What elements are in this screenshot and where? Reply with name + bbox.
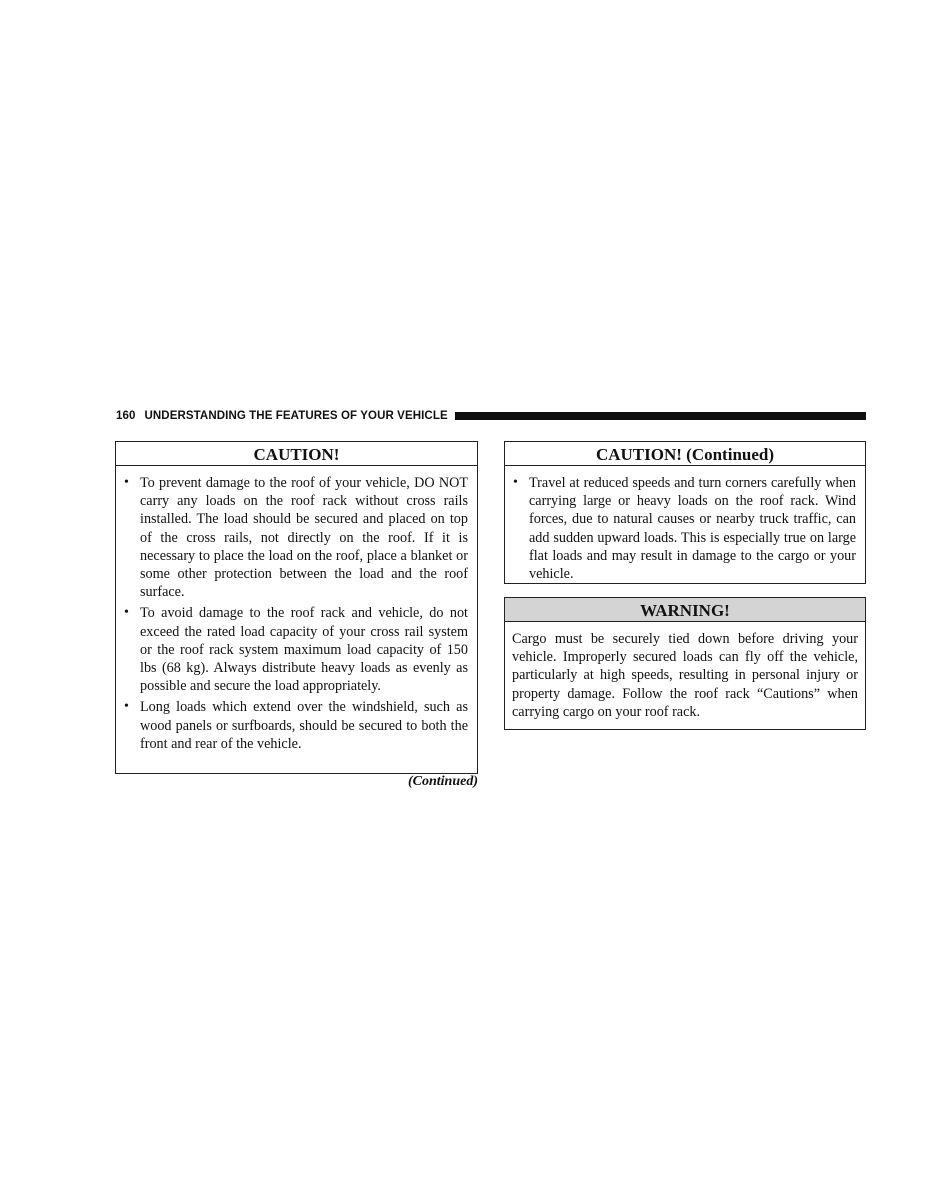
list-item-text: To avoid damage to the roof rack and vehicle, do not exceed the rated load capacity of your cross rail system or the roof rack system maximum load capacity of 150 lbs (68 kg). Always distribute heavy loads as evenly as possible and secure the load appropriately. (140, 605, 468, 695)
caution-title: CAUTION! (116, 442, 477, 466)
caution-continued-box (504, 441, 866, 584)
caution-continued-title: CAUTION! (Continued) (505, 442, 865, 466)
header-rule (455, 412, 866, 420)
page-number: 160 (116, 410, 136, 422)
warning-text: Cargo must be securely tied down before driving your vehicle. Improperly secured loads can fly off the vehicle, particularly at high speeds, resulting in personal injury or property damage. Follow the roof rack “Cautions” when carrying cargo on your roof rack. (512, 631, 858, 720)
page-header (116, 407, 866, 425)
continued-label: (Continued) (407, 774, 478, 789)
list-item-text: To prevent damage to the roof of your vehicle, DO NOT carry any loads on the roof rack without cross rails installed. The load should be secured and placed on top of the cross rails, not directly on the roof. If it is necessary to place the load on the roof, place a blanket or some other protection between the load and the roof surface. (140, 475, 468, 601)
list-item (122, 698, 468, 753)
warning-title: WARNING! (505, 598, 865, 622)
list-item-text: Travel at reduced speeds and turn corners carefully when carrying large or heavy loads on the roof rack. Wind forces, due to natural causes or nearby truck traffic, can add sudden upward loads. This is especially true on large flat loads and may result in damage to the cargo or your vehicle. (529, 475, 856, 583)
bullet-icon: • (124, 605, 129, 621)
bullet-icon: • (513, 475, 518, 490)
caution-box (115, 441, 478, 774)
warning-box (504, 597, 866, 730)
list-item-text: Long loads which extend over the windshield, such as wood panels or surfboards, should be secured to both the front and rear of the vehicle. (140, 699, 468, 752)
list-item (511, 474, 856, 583)
list-item (122, 604, 468, 695)
section-title: UNDERSTANDING THE FEATURES OF YOUR VEHICLE (144, 410, 448, 422)
bullet-icon: • (124, 699, 129, 715)
caution-continued-list (505, 466, 865, 583)
list-item (122, 474, 468, 601)
caution-list (116, 466, 477, 753)
bullet-icon: • (124, 475, 129, 490)
